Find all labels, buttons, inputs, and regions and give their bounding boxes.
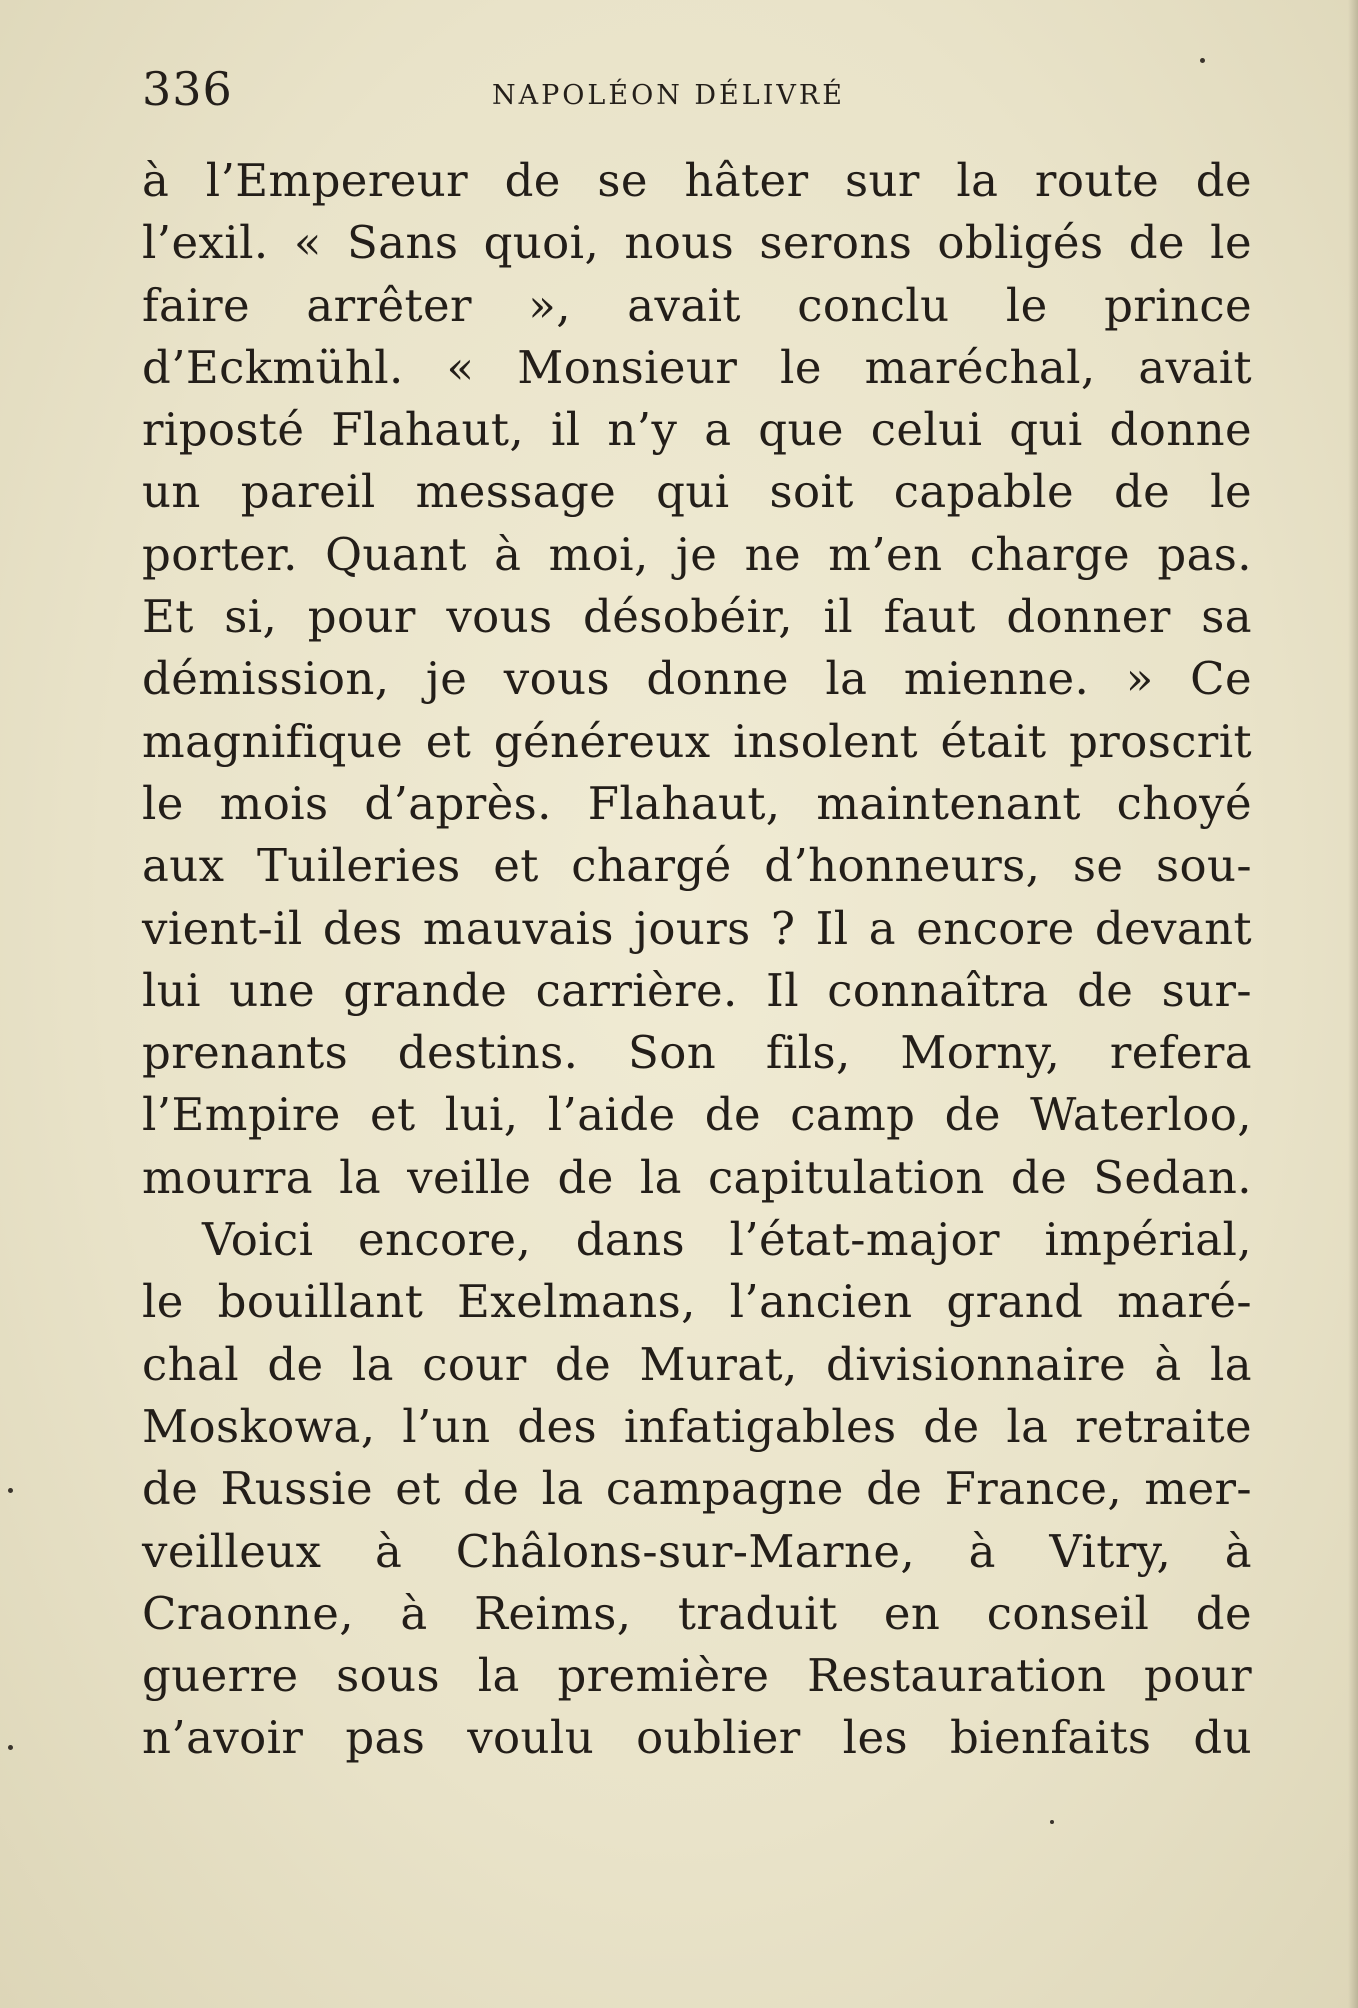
page-edge-shadow	[1348, 0, 1358, 2008]
text-line: veilleux à Châlons-sur-Marne, à Vitry, à	[142, 1524, 1252, 1578]
text-line: aux Tuileries et chargé d’honneurs, se sou-	[142, 839, 1252, 893]
text-line: le bouillant Exelmans, l’ancien grand maré-	[142, 1275, 1252, 1329]
text-line: riposté Flahaut, il n’y a que celui qui donne	[142, 403, 1252, 457]
text-line: mourra la veille de la capitulation de Sedan.	[142, 1150, 1252, 1204]
paper-speck	[8, 1488, 13, 1493]
text-line: chal de la cour de Murat, divisionnaire à la	[142, 1337, 1252, 1391]
text-line: l’Empire et lui, l’aide de camp de Waterloo,	[142, 1088, 1252, 1142]
text-line: n’avoir pas voulu oublier les bienfaits du	[142, 1711, 1252, 1765]
text-line: porter. Quant à moi, je ne m’en charge pas.	[142, 527, 1252, 581]
running-title: NAPOLÉON DÉLIVRÉ	[492, 80, 845, 111]
text-line: guerre sous la première Restauration pour	[142, 1649, 1252, 1703]
text-line: d’Eckmühl. « Monsieur le maréchal, avait	[142, 340, 1252, 394]
text-line: lui une grande carrière. Il connaîtra de sur-	[142, 963, 1252, 1017]
text-line: de Russie et de la campagne de France, mer-	[142, 1462, 1252, 1516]
text-line: Craonne, à Reims, traduit en conseil de	[142, 1586, 1252, 1640]
text-line: à l’Empereur de se hâter sur la route de	[142, 154, 1252, 207]
body-text	[142, 150, 1252, 1770]
paper-speck	[1200, 58, 1205, 63]
text-line: le mois d’après. Flahaut, maintenant choyé	[142, 776, 1252, 830]
paper-speck	[8, 1745, 13, 1750]
text-line: un pareil message qui soit capable de le	[142, 465, 1252, 519]
text-line: l’exil. « Sans quoi, nous serons obligés de le	[142, 216, 1252, 270]
text-line: faire arrêter », avait conclu le prince	[142, 278, 1252, 332]
text-line: prenants destins. Son fils, Morny, refera	[142, 1026, 1252, 1080]
text-line: magnifique et généreux insolent était proscrit	[142, 714, 1252, 768]
text-line: vient-il des mauvais jours ? Il a encore devant	[142, 901, 1252, 955]
text-line: Moskowa, l’un des infatigables de la retraite	[142, 1399, 1252, 1453]
paper-speck	[1050, 1820, 1054, 1824]
page-number: 336	[142, 62, 233, 116]
running-header	[142, 62, 1252, 122]
text-line: démission, je vous donne la mienne. » Ce	[142, 652, 1252, 706]
text-line: Voici encore, dans l’état-major impérial,	[202, 1213, 1252, 1267]
text-line: Et si, pour vous désobéir, il faut donner sa	[142, 590, 1252, 644]
